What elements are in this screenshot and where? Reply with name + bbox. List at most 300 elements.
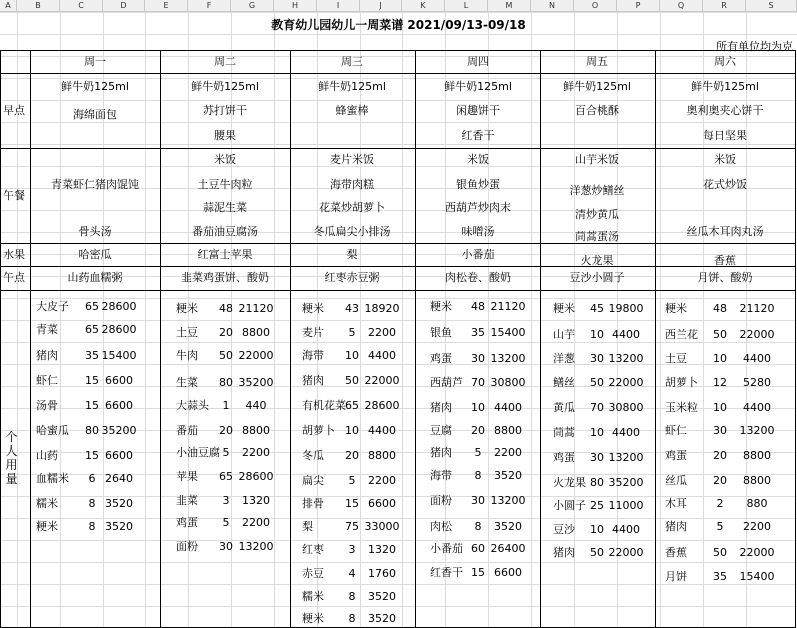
- ingredient-name: 西兰花: [665, 328, 698, 341]
- ingredient-amount: 4: [348, 567, 356, 580]
- ingredient-amount: 30: [713, 424, 727, 437]
- ingredient-amount: 10: [345, 349, 359, 362]
- day-header: 周五: [586, 55, 608, 68]
- breakfast-item: 鲜牛奶125ml: [444, 80, 512, 93]
- ingredient-total: 22000: [608, 546, 644, 559]
- lunch-item: 花菜炒胡萝卜: [319, 201, 385, 214]
- ingredient-amount: 50: [219, 349, 233, 362]
- ingredient-amount: 80: [590, 476, 604, 489]
- ingredient-amount: 5: [716, 520, 724, 533]
- ingredient-amount: 80: [85, 424, 99, 437]
- table-border: [290, 50, 291, 627]
- lunch-item: 银鱼炒蛋: [456, 178, 500, 191]
- ingredient-name: 月饼: [665, 570, 687, 583]
- ingredient-total: 22000: [364, 374, 400, 387]
- lunch-item: 番茄油豆腐汤: [192, 225, 258, 238]
- table-border: [0, 148, 796, 149]
- ingredient-name: 麦片: [302, 326, 324, 339]
- grid-line: [0, 78, 797, 79]
- column-header[interactable]: C: [60, 0, 103, 12]
- ingredient-total: 8800: [743, 449, 771, 462]
- lunch-item: 花式炒饭: [703, 178, 747, 191]
- breakfast-item: 每日坚果: [703, 129, 747, 142]
- column-header[interactable]: N: [531, 0, 574, 12]
- breakfast-item: 闲趣饼干: [456, 104, 500, 117]
- ingredient-total: 35200: [101, 424, 137, 437]
- ingredient-name: 猪肉: [36, 349, 58, 362]
- ingredient-amount: 8: [474, 469, 482, 482]
- ingredient-total: 8800: [494, 424, 522, 437]
- breakfast-item: 鲜牛奶125ml: [563, 80, 631, 93]
- ingredient-amount: 20: [345, 449, 359, 462]
- ingredient-amount: 70: [590, 401, 604, 414]
- ingredient-total: 35200: [608, 476, 644, 489]
- ingredient-amount: 35: [85, 349, 99, 362]
- ingredient-total: 1320: [368, 543, 396, 556]
- ingredient-total: 3520: [368, 612, 396, 625]
- ingredient-total: 5280: [743, 376, 771, 389]
- fruit-item: 小番茄: [461, 248, 495, 261]
- ingredient-amount: 30: [590, 352, 604, 365]
- ingredient-total: 28600: [101, 300, 137, 313]
- ingredient-amount: 60: [471, 542, 485, 555]
- ingredient-total: 13200: [238, 540, 274, 553]
- portion-label: 个人用量: [5, 430, 18, 486]
- ingredient-name: 哈蜜瓜: [36, 424, 69, 437]
- ingredient-total: 11000: [608, 499, 644, 512]
- ingredient-amount: 50: [590, 546, 604, 559]
- ingredient-total: 28600: [364, 399, 400, 412]
- ingredient-name: 山药: [36, 449, 58, 462]
- ingredient-amount: 50: [590, 376, 604, 389]
- column-header[interactable]: B: [17, 0, 60, 12]
- ingredient-total: 8800: [242, 326, 270, 339]
- ingredient-total: 4400: [494, 401, 522, 414]
- grid-line: [0, 562, 797, 563]
- ingredient-amount: 35: [471, 326, 485, 339]
- ingredient-name: 粳米: [302, 302, 324, 315]
- grid-line: [0, 210, 797, 211]
- ingredient-total: 2200: [368, 474, 396, 487]
- ingredient-name: 胡萝卜: [302, 424, 335, 437]
- ingredient-name: 赤豆: [302, 567, 324, 580]
- ingredient-amount: 30: [471, 494, 485, 507]
- ingredient-total: 33000: [364, 520, 400, 533]
- ingredient-amount: 10: [345, 424, 359, 437]
- ingredient-amount: 20: [713, 474, 727, 487]
- ingredient-amount: 20: [713, 449, 727, 462]
- ingredient-name: 土豆: [665, 352, 687, 365]
- ingredient-total: 21120: [238, 302, 274, 315]
- column-header[interactable]: L: [445, 0, 488, 12]
- lunch-item: 米饭: [214, 153, 236, 166]
- ingredient-amount: 5: [348, 474, 356, 487]
- ingredient-name: 鸡蛋: [430, 352, 452, 365]
- ingredient-amount: 15: [345, 497, 359, 510]
- ingredient-name: 猪肉: [430, 401, 452, 414]
- ingredient-name: 有机花菜: [302, 399, 346, 412]
- column-header[interactable]: I: [317, 0, 360, 12]
- ingredient-name: 洋葱: [553, 352, 575, 365]
- ingredient-name: 山芋: [553, 328, 575, 341]
- ingredient-amount: 6: [88, 472, 96, 485]
- table-border: [0, 73, 796, 74]
- ingredient-name: 西葫芦: [430, 376, 463, 389]
- column-header[interactable]: M: [488, 0, 531, 12]
- lunch-item: 青菜虾仁猪肉馄饨: [51, 178, 139, 191]
- lunch-item: 海带肉糕: [330, 178, 374, 191]
- breakfast-item: 鲜牛奶125ml: [61, 80, 129, 93]
- ingredient-amount: 5: [348, 326, 356, 339]
- ingredient-total: 4400: [368, 349, 396, 362]
- breakfast-item: 鲜牛奶125ml: [318, 80, 386, 93]
- grid-line: [0, 166, 797, 167]
- ingredient-total: 2200: [494, 446, 522, 459]
- ingredient-amount: 10: [590, 328, 604, 341]
- ingredient-name: 黄瓜: [553, 401, 575, 414]
- ingredient-total: 6600: [105, 399, 133, 412]
- ingredient-total: 2640: [105, 472, 133, 485]
- ingredient-amount: 65: [219, 470, 233, 483]
- ingredient-name: 生菜: [176, 376, 198, 389]
- table-border: [160, 50, 161, 627]
- ingredient-name: 粳米: [176, 302, 198, 315]
- ingredient-name: 扁尖: [302, 474, 324, 487]
- table-border: [0, 243, 796, 244]
- ingredient-name: 猪肉: [302, 374, 324, 387]
- table-border: [0, 266, 796, 267]
- ingredient-amount: 8: [88, 520, 96, 533]
- ingredient-amount: 45: [590, 302, 604, 315]
- meal-label-lunch: 午餐: [3, 189, 25, 202]
- ingredient-total: 21120: [739, 302, 775, 315]
- ingredient-total: 30800: [490, 376, 526, 389]
- ingredient-total: 6600: [105, 449, 133, 462]
- ingredient-amount: 8: [474, 520, 482, 533]
- ingredient-total: 4400: [612, 523, 640, 536]
- meal-label-fruit: 水果: [3, 248, 25, 261]
- ingredient-amount: 10: [590, 523, 604, 536]
- ingredient-name: 虾仁: [36, 374, 58, 387]
- ingredient-total: 19800: [608, 302, 644, 315]
- lunch-item: 米饭: [714, 153, 736, 166]
- ingredient-total: 15400: [101, 349, 137, 362]
- ingredient-total: 2200: [743, 520, 771, 533]
- ingredient-amount: 15: [85, 374, 99, 387]
- meal-label-breakfast: 早点: [3, 104, 25, 117]
- ingredient-amount: 5: [222, 446, 230, 459]
- lunch-item: 清炒黄瓜: [575, 208, 619, 221]
- ingredient-total: 1320: [242, 494, 270, 507]
- ingredient-name: 青菜: [36, 323, 58, 336]
- day-header: 周四: [467, 55, 489, 68]
- ingredient-total: 8800: [368, 449, 396, 462]
- ingredient-name: 粳米: [302, 612, 324, 625]
- ingredient-amount: 10: [713, 352, 727, 365]
- ingredient-total: 22000: [608, 376, 644, 389]
- ingredient-name: 排骨: [302, 497, 324, 510]
- ingredient-name: 血糯米: [36, 472, 69, 485]
- ingredient-name: 面粉: [176, 540, 198, 553]
- grid-line: [0, 584, 797, 585]
- meal-label-snack: 午点: [3, 271, 25, 284]
- ingredient-total: 26400: [490, 542, 526, 555]
- snack-item: 肉松卷、酸奶: [445, 271, 511, 284]
- grid-line: [0, 12, 797, 13]
- table-border: [795, 50, 796, 627]
- ingredient-name: 粳米: [665, 302, 687, 315]
- ingredient-total: 2200: [368, 326, 396, 339]
- table-border: [0, 50, 796, 51]
- ingredient-name: 丝瓜: [665, 474, 687, 487]
- ingredient-total: 22000: [739, 546, 775, 559]
- grid-line: [0, 606, 797, 607]
- snack-item: 红枣赤豆粥: [324, 271, 380, 284]
- table-border: [30, 50, 31, 627]
- ingredient-amount: 50: [713, 328, 727, 341]
- unit-note: 所有单位均为克: [716, 40, 793, 53]
- ingredient-amount: 20: [219, 424, 233, 437]
- ingredient-name: 鳝丝: [553, 376, 575, 389]
- breakfast-item: 苏打饼干: [203, 104, 247, 117]
- ingredient-name: 豆腐: [430, 424, 452, 437]
- grid-line: [0, 100, 797, 101]
- ingredient-amount: 30: [590, 451, 604, 464]
- ingredient-amount: 25: [590, 499, 604, 512]
- lunch-item: 茼蒿蛋汤: [575, 230, 619, 243]
- grid-line: [0, 254, 797, 255]
- lunch-item: 丝瓜木耳肉丸汤: [686, 225, 764, 238]
- ingredient-name: 苹果: [176, 470, 198, 483]
- column-header[interactable]: H: [274, 0, 317, 12]
- ingredient-name: 粳米: [553, 302, 575, 315]
- day-header: 周二: [214, 55, 236, 68]
- ingredient-amount: 10: [713, 401, 727, 414]
- fruit-item: 火龙果: [580, 254, 614, 267]
- grid-line: [0, 342, 797, 343]
- ingredient-total: 13200: [490, 352, 526, 365]
- ingredient-name: 大皮子: [36, 300, 69, 313]
- ingredient-amount: 8: [88, 497, 96, 510]
- column-header[interactable]: G: [231, 0, 274, 12]
- ingredient-total: 2200: [242, 446, 270, 459]
- column-header[interactable]: D: [103, 0, 145, 12]
- ingredient-name: 面粉: [430, 494, 452, 507]
- ingredient-name: 红枣: [302, 543, 324, 556]
- fruit-item: 哈密瓜: [78, 248, 112, 261]
- ingredient-name: 香蕉: [665, 546, 687, 559]
- ingredient-name: 小油豆腐: [176, 446, 220, 459]
- ingredient-total: 3520: [494, 520, 522, 533]
- snack-item: 山药血糯粥: [67, 271, 123, 284]
- ingredient-name: 肉松: [430, 520, 452, 533]
- ingredient-name: 木耳: [665, 497, 687, 510]
- ingredient-name: 大蒜头: [176, 399, 209, 412]
- ingredient-total: 22000: [238, 349, 274, 362]
- ingredient-amount: 70: [471, 376, 485, 389]
- lunch-item: 冬瓜扁尖小排汤: [313, 225, 391, 238]
- table-border: [540, 50, 541, 627]
- ingredient-name: 韭菜: [176, 494, 198, 507]
- snack-item: 韭菜鸡蛋饼、酸奶: [181, 271, 269, 284]
- grid-line: [0, 320, 797, 321]
- ingredient-name: 梨: [302, 520, 313, 533]
- ingredient-amount: 3: [222, 494, 230, 507]
- ingredient-amount: 50: [713, 546, 727, 559]
- ingredient-total: 2200: [242, 516, 270, 529]
- breakfast-item: 鲜牛奶125ml: [191, 80, 259, 93]
- lunch-item: 味噌汤: [461, 225, 495, 238]
- column-header[interactable]: F: [188, 0, 231, 12]
- ingredient-amount: 2: [716, 497, 724, 510]
- breakfast-item: 奥利奥夹心饼干: [686, 104, 764, 117]
- ingredient-amount: 15: [85, 399, 99, 412]
- ingredient-total: 18920: [364, 302, 400, 315]
- ingredient-amount: 20: [219, 326, 233, 339]
- ingredient-amount: 20: [471, 424, 485, 437]
- ingredient-amount: 30: [219, 540, 233, 553]
- lunch-item: 洋葱炒鳝丝: [569, 184, 625, 197]
- ingredient-total: 13200: [739, 424, 775, 437]
- ingredient-amount: 10: [471, 401, 485, 414]
- breakfast-item: 海绵面包: [73, 108, 117, 121]
- snack-item: 豆沙小圆子: [569, 271, 625, 284]
- day-header: 周六: [714, 55, 736, 68]
- ingredient-amount: 5: [222, 516, 230, 529]
- ingredient-name: 胡萝卜: [665, 376, 698, 389]
- ingredient-total: 3520: [368, 590, 396, 603]
- ingredient-name: 小番茄: [430, 542, 463, 555]
- ingredient-name: 汤骨: [36, 399, 58, 412]
- ingredient-amount: 15: [471, 566, 485, 579]
- grid-line: [0, 540, 797, 541]
- ingredient-total: 3520: [105, 520, 133, 533]
- ingredient-amount: 48: [471, 300, 485, 313]
- ingredient-amount: 8: [348, 590, 356, 603]
- column-header[interactable]: Q: [660, 0, 703, 12]
- ingredient-total: 30800: [608, 401, 644, 414]
- ingredient-total: 6600: [368, 497, 396, 510]
- lunch-item: 土豆牛肉粒: [197, 178, 253, 191]
- ingredient-name: 粳米: [36, 520, 58, 533]
- ingredient-amount: 1: [222, 399, 230, 412]
- column-header[interactable]: P: [617, 0, 660, 12]
- table-border: [415, 50, 416, 627]
- grid-line: [0, 122, 797, 123]
- ingredient-name: 猪肉: [430, 446, 452, 459]
- ingredient-amount: 65: [85, 300, 99, 313]
- ingredient-total: 13200: [608, 451, 644, 464]
- ingredient-name: 牛肉: [176, 349, 198, 362]
- ingredient-name: 鸡蛋: [665, 449, 687, 462]
- ingredient-name: 猪肉: [553, 546, 575, 559]
- ingredient-total: 880: [746, 497, 768, 510]
- lunch-item: 麦片米饭: [330, 153, 374, 166]
- fruit-item: 香蕉: [714, 254, 736, 267]
- ingredient-amount: 48: [713, 302, 727, 315]
- fruit-item: 红富士苹果: [197, 248, 253, 261]
- ingredient-name: 土豆: [176, 326, 198, 339]
- ingredient-amount: 5: [474, 446, 482, 459]
- lunch-item: 骨头汤: [78, 225, 112, 238]
- ingredient-name: 小圆子: [553, 499, 586, 512]
- ingredient-amount: 35: [713, 570, 727, 583]
- grid-line: [0, 232, 797, 233]
- ingredient-amount: 65: [345, 399, 359, 412]
- ingredient-total: 28600: [238, 470, 274, 483]
- grid-line: [0, 518, 797, 519]
- breakfast-item: 百合桃酥: [575, 104, 619, 117]
- ingredient-name: 糯米: [36, 497, 58, 510]
- table-border: [0, 50, 1, 627]
- ingredient-name: 海带: [302, 349, 324, 362]
- table-border: [655, 50, 656, 627]
- ingredient-amount: 3: [348, 543, 356, 556]
- ingredient-name: 红香干: [430, 566, 463, 579]
- column-header[interactable]: A: [0, 0, 17, 12]
- snack-item: 月饼、酸奶: [697, 271, 753, 284]
- column-header[interactable]: O: [574, 0, 617, 12]
- breakfast-item: 腰果: [214, 129, 236, 142]
- column-header[interactable]: K: [402, 0, 445, 12]
- ingredient-name: 鸡蛋: [176, 516, 198, 529]
- lunch-item: 西葫芦炒肉末: [445, 201, 511, 214]
- ingredient-total: 15400: [490, 326, 526, 339]
- grid-line: [0, 144, 797, 145]
- ingredient-total: 6600: [494, 566, 522, 579]
- ingredient-total: 440: [245, 399, 267, 412]
- ingredient-total: 28600: [101, 323, 137, 336]
- ingredient-total: 6600: [105, 374, 133, 387]
- ingredient-name: 糯米: [302, 590, 324, 603]
- ingredient-total: 3520: [105, 497, 133, 510]
- ingredient-total: 22000: [739, 328, 775, 341]
- ingredient-amount: 12: [713, 376, 727, 389]
- table-border: [0, 290, 796, 291]
- ingredient-total: 15400: [739, 570, 775, 583]
- ingredient-amount: 8: [348, 612, 356, 625]
- grid-line: [0, 56, 797, 57]
- ingredient-name: 玉米粒: [665, 401, 698, 414]
- ingredient-name: 冬瓜: [302, 449, 324, 462]
- ingredient-total: 21120: [490, 300, 526, 313]
- column-header[interactable]: S: [746, 0, 797, 12]
- column-header[interactable]: J: [360, 0, 402, 12]
- breakfast-item: 红香干: [461, 129, 495, 142]
- lunch-item: 米饭: [467, 153, 489, 166]
- ingredient-total: 4400: [743, 352, 771, 365]
- fruit-item: 梨: [346, 248, 358, 261]
- ingredient-amount: 50: [345, 374, 359, 387]
- ingredient-amount: 43: [345, 302, 359, 315]
- ingredient-total: 13200: [490, 494, 526, 507]
- ingredient-total: 1760: [368, 567, 396, 580]
- ingredient-name: 粳米: [430, 300, 452, 313]
- column-header[interactable]: E: [145, 0, 188, 12]
- ingredient-amount: 48: [219, 302, 233, 315]
- ingredient-total: 35200: [238, 376, 274, 389]
- breakfast-item: 鲜牛奶125ml: [691, 80, 759, 93]
- grid-line: [0, 298, 797, 299]
- ingredient-name: 茼蒿: [553, 426, 575, 439]
- ingredient-name: 火龙果: [553, 476, 586, 489]
- column-header[interactable]: R: [703, 0, 746, 12]
- ingredient-amount: 65: [85, 323, 99, 336]
- lunch-item: 山芋米饭: [575, 153, 619, 166]
- ingredient-total: 8800: [242, 424, 270, 437]
- ingredient-total: 4400: [743, 401, 771, 414]
- ingredient-amount: 80: [219, 376, 233, 389]
